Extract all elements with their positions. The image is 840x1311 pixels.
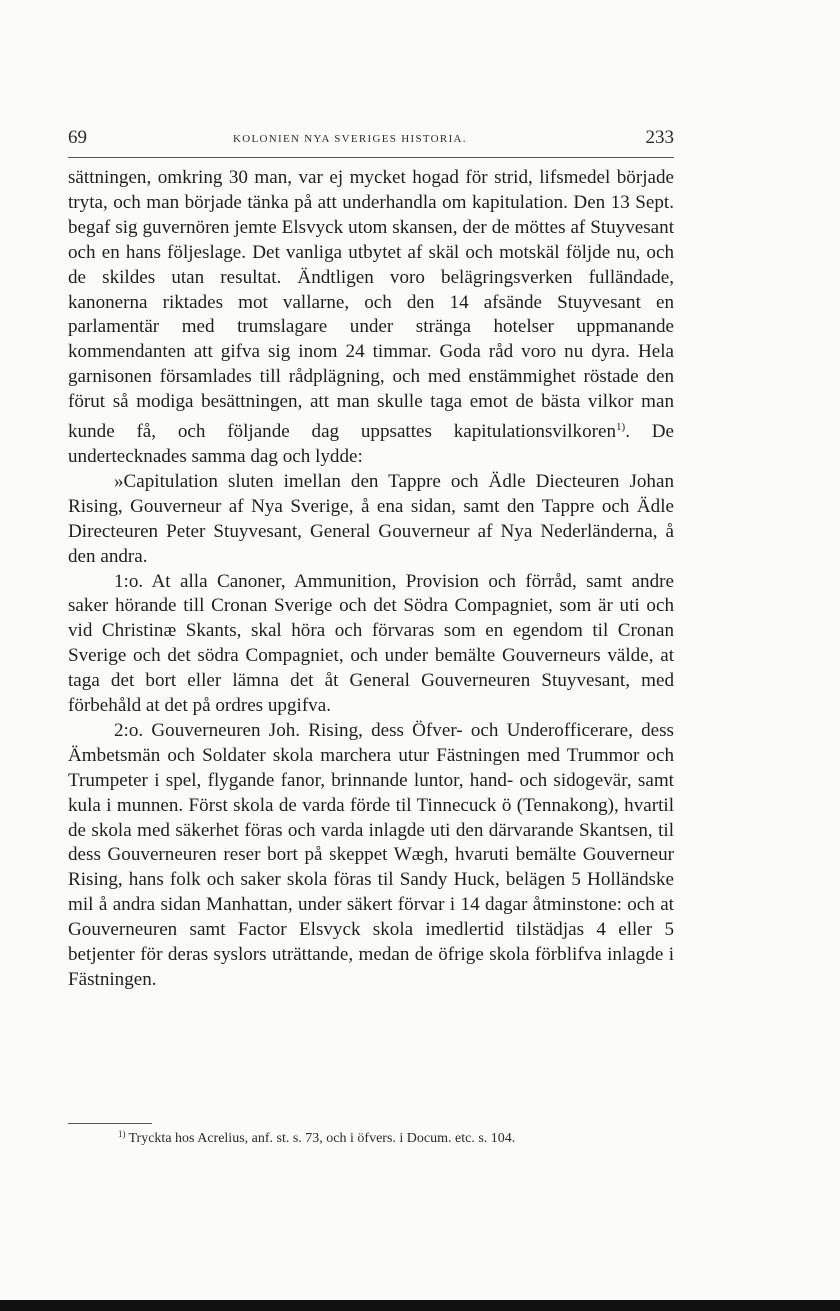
running-title: KOLONIEN NYA SVERIGES HISTORIA. [233, 133, 467, 145]
header-rule [68, 157, 674, 158]
footnote [118, 1125, 515, 1148]
paragraph-siege [68, 166, 674, 470]
paragraph-article-2: 2:o. Gouverneuren Joh. Rising, dess Öfver- och Underofficerare, dess Ämbetsmän och Soldater skola marchera utur Fästningen med Trummor och Trumpeter i spel, flygande fanor, brinnande luntor, hand- och sidogevär, samt kula i munnen. Först skola de varda förde til Tinnecuck ö (Tennakong), hvartil de skola med säkerhet föras och varda inlagde uti den därvarande Skantsen, til dess Gouverneuren reser bort på skeppet Wægh, hvaruti bemälte Gouverneur Rising, hans folk och saker skola föras til Sandy Huck, belägen 5 Holländske mil å andra sidan Manhattan, under säkert förvar i 14 dagar åtminstone: och at Gouverneuren samt Factor Elsvyck skola imedlertid tilstädjas 4 eller 5 betjenter för deras syslors uträttande, medan de öfrige skola förblifva inlagde i Fästningen. [68, 719, 674, 990]
paragraph-capitulation-intro: »Capitulation sluten imellan den Tappre och Ädle Diecteuren Johan Rising, Gouverneur af Nya Sverige, å ena sidan, samt den Tappre och Ädle Directeuren Peter Stuyvesant, General Gouverneur af Nya Nederländerna, å den andra. [68, 470, 674, 567]
footnote-text: Tryckta hos Acrelius, anf. st. s. 73, och i öfvers. i Docum. etc. s. 104. [128, 1131, 516, 1146]
footnote-reference: 1) [616, 421, 626, 434]
paragraph-siege-end: . De undertecknades samma dag och lydde: [68, 421, 675, 467]
page-header [68, 127, 674, 149]
page-number: 233 [645, 127, 674, 148]
left-page-number: 69 [68, 127, 87, 148]
scan-edge [0, 1300, 840, 1311]
main-text [68, 166, 674, 993]
paragraph-siege-text: sättningen, omkring 30 man, var ej mycket hogad för strid, lifsmedel började tryta, och man började tänka på att underhandla om kapitulation. Den 13 Sept. begaf sig guvernören jemte Elsvyck utom skansen, der de möttes af Stuyvesant och en hans följeslage. Det vanliga utbytet af skäl och motskäl följde nu, och de skildes utan resultat. Ändtligen voro belägringsverken fulländade, kanonerna riktades mot vallarne, och den 14 afsände Stuyvesant en parlamentär med trumslagare under stränga hotelser uppmanande kommendanten att gifva sig inom 24 timmar. Goda råd voro nu dyra. Hela garnisonen församlades till rådplägning, och med enstämmighet röstade den förut så modiga besättningen, att man skulle taga emot de bästa vilkor man kunde få, och följande dag uppsattes kapitulationsvilkoren [68, 167, 674, 443]
footnote-rule [68, 1123, 152, 1124]
footnote-marker: 1) [118, 1129, 126, 1139]
paragraph-article-1: 1:o. At alla Canoner, Ammunition, Provision och förråd, samt andre saker hörande till Cronan Sverige och det Södra Compagniet, som är uti och vid Christinæ Skants, skal höra och förvaras som en egendom til Cronan Sverige och det södra Compagniet, och under bemälte Gouverneurs välde, at taga det bort eller lämna det åt General Gouverneuren Stuyvesant, med förbehåld at det på ordres upgifva. [68, 570, 674, 717]
